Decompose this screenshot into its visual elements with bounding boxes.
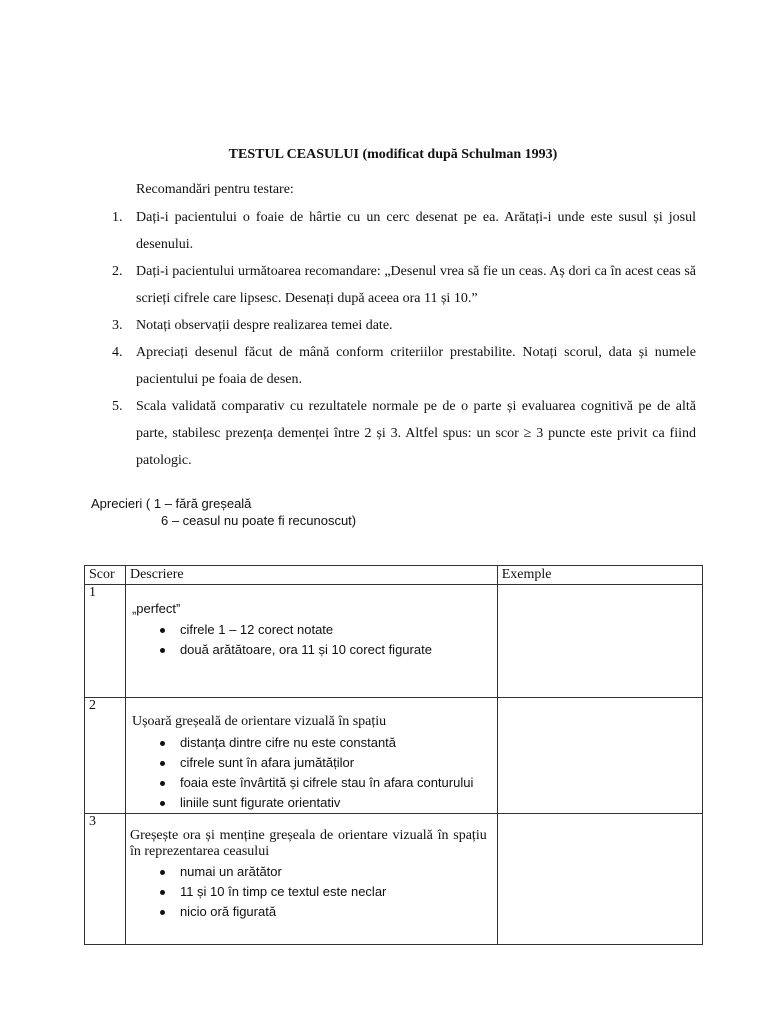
list-item bbox=[108, 393, 696, 474]
row-heading: Ușoară greșeală de orientare vizuală în spațiu bbox=[131, 714, 387, 729]
list-number: 4. bbox=[112, 345, 123, 360]
table-row bbox=[85, 585, 703, 698]
rating-legend bbox=[91, 495, 356, 529]
score-cell: 1 bbox=[85, 585, 126, 698]
description-cell bbox=[125, 585, 497, 698]
header-description: Descriere bbox=[125, 566, 497, 585]
score-cell: 2 bbox=[85, 698, 126, 814]
list-item: distanța dintre cifre nu este constantă bbox=[130, 733, 493, 753]
rating-legend-line-1: Aprecieri ( 1 – fără greșeală bbox=[91, 496, 252, 511]
recommendations-intro: Recomandări pentru testare: bbox=[136, 182, 294, 197]
rating-legend-line-2: 6 – ceasul nu poate fi recunoscut) bbox=[161, 513, 357, 528]
description-cell bbox=[125, 814, 497, 945]
score-cell: 3 bbox=[85, 814, 126, 945]
list-number: 2. bbox=[112, 264, 123, 279]
header-score: Scor bbox=[85, 566, 126, 585]
list-item: nicio oră figurată bbox=[130, 902, 493, 922]
criteria-list bbox=[130, 733, 493, 813]
list-item: liniile sunt figurate orientativ bbox=[130, 793, 493, 813]
list-item: două arătătoare, ora 11 și 10 corect figurate bbox=[130, 640, 493, 660]
recommendations-list bbox=[108, 204, 696, 474]
list-item-text: Apreciați desenul făcut de mână conform criteriilor prestabilite. Notați scorul, data și numele pacientului pe foaia de desen. bbox=[136, 345, 696, 387]
list-item: cifrele 1 – 12 corect notate bbox=[130, 620, 493, 640]
list-item-text: Scala validată comparativ cu rezultatele normale pe de o parte și evaluarea cognitivă pe de altă parte, stabilesc prezența demenței între 2 și 3. Altfel spus: un scor ≥ 3 puncte este privit ca fiind patologic. bbox=[136, 399, 696, 468]
scoring-table bbox=[84, 565, 703, 945]
table-header-row bbox=[85, 566, 703, 585]
list-item bbox=[108, 204, 696, 258]
document-title: TESTUL CEASULUI (modificat după Schulman 1993) bbox=[228, 147, 558, 162]
row-heading: Greșește ora și menține greșeala de orientare vizuală în spațiu în reprezentarea ceasului bbox=[129, 828, 487, 859]
list-number: 1. bbox=[112, 210, 123, 225]
criteria-list bbox=[130, 862, 493, 922]
list-item: numai un arătător bbox=[130, 862, 493, 882]
table-row bbox=[85, 814, 703, 945]
list-item bbox=[108, 312, 696, 339]
examples-cell bbox=[497, 698, 702, 814]
list-item-text: Dați-i pacientului următoarea recomandare: „Desenul vrea să fie un ceas. Aș dori ca în acest ceas să scrieți cifrele care lipsesc. Desenați după aceea ora 11 și 10.” bbox=[136, 264, 696, 306]
examples-cell bbox=[497, 814, 702, 945]
description-cell bbox=[125, 698, 497, 814]
list-item-text: Notați observații despre realizarea temei date. bbox=[136, 318, 393, 333]
list-item: 11 și 10 în timp ce textul este neclar bbox=[130, 882, 493, 902]
list-item: foaia este învârtită și cifrele stau în afara conturului bbox=[130, 773, 493, 793]
examples-cell bbox=[497, 585, 702, 698]
list-item-text: Dați-i pacientului o foaie de hârtie cu un cerc desenat pe ea. Arătați-i unde este susul și josul desenului. bbox=[136, 210, 696, 252]
list-number: 5. bbox=[112, 399, 123, 414]
table-row bbox=[85, 698, 703, 814]
list-number: 3. bbox=[112, 318, 123, 333]
list-item bbox=[108, 339, 696, 393]
header-examples: Exemple bbox=[497, 566, 702, 585]
row-heading: „perfect” bbox=[131, 601, 181, 616]
list-item bbox=[108, 258, 696, 312]
criteria-list bbox=[130, 620, 493, 660]
list-item: cifrele sunt în afara jumătăților bbox=[130, 753, 493, 773]
